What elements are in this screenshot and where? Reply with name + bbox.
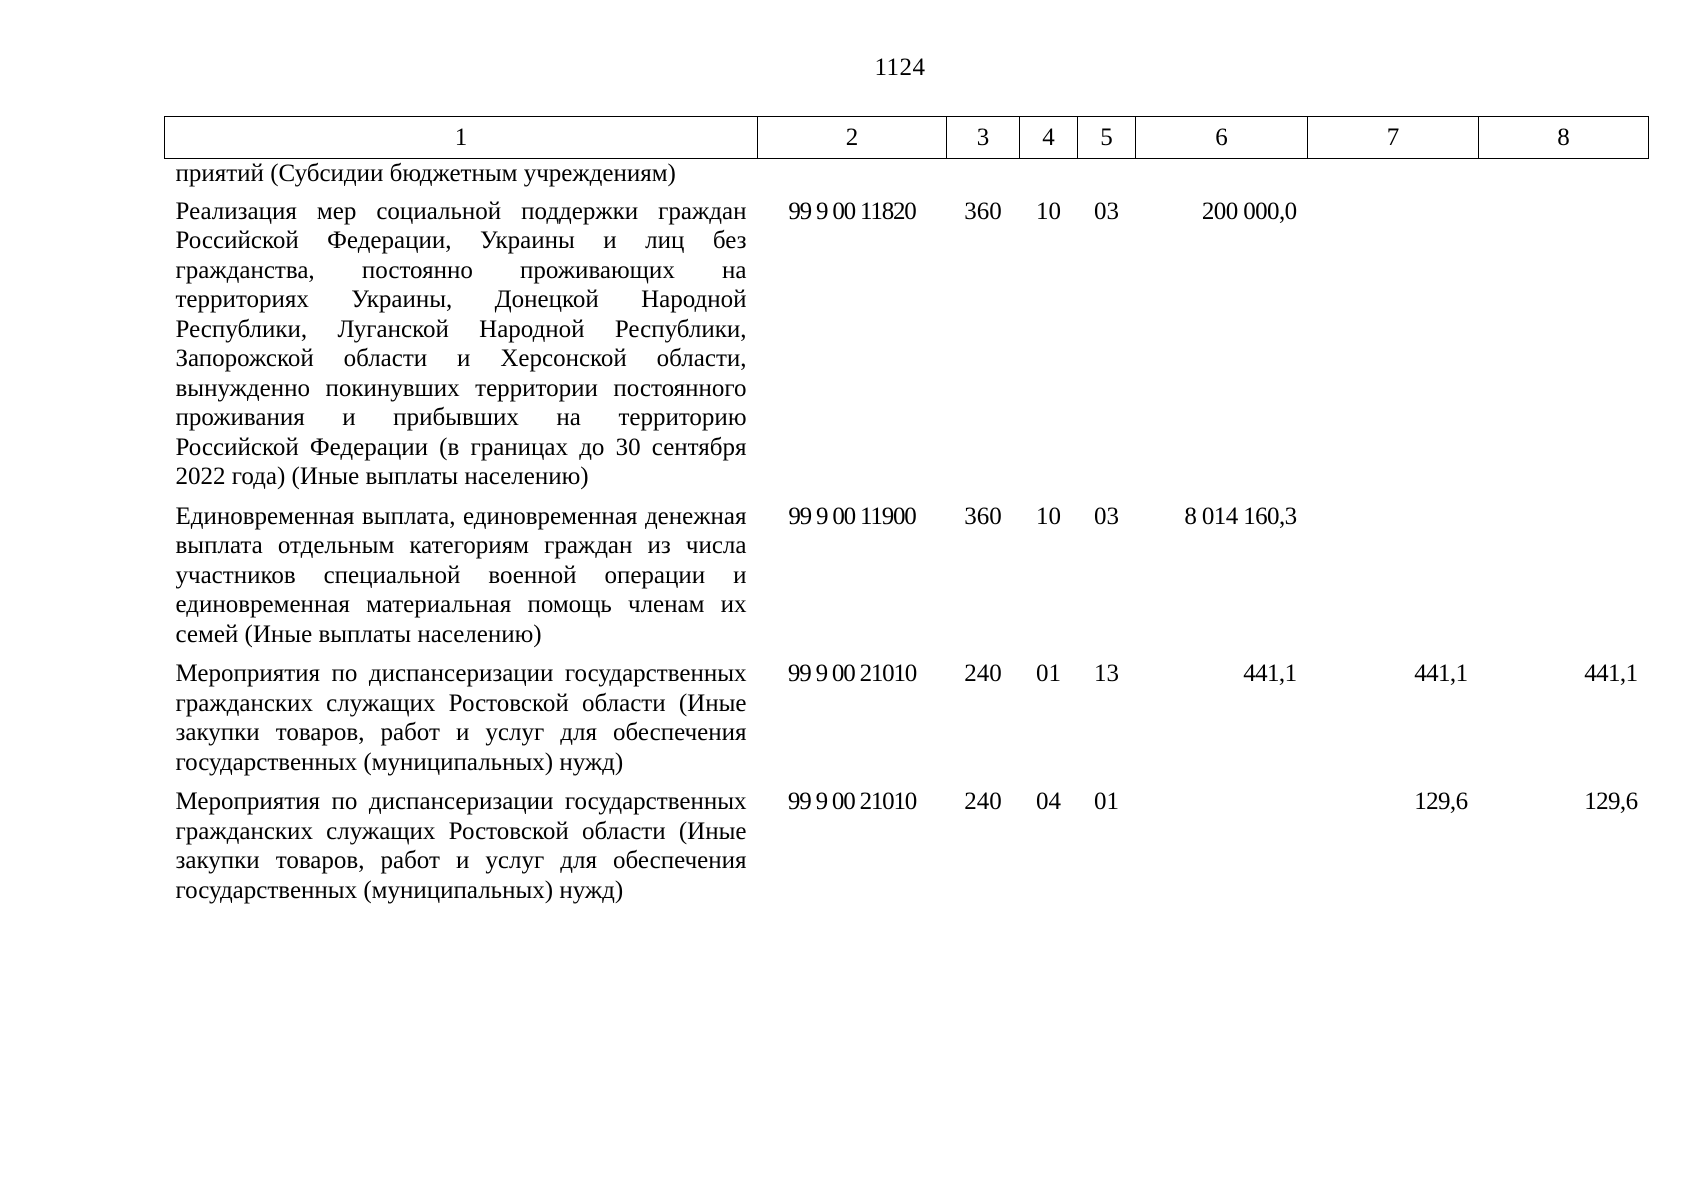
row-amount-col7: 441,1 — [1414, 660, 1468, 687]
row-amount-col7 — [1308, 159, 1479, 197]
row-amount-col7 — [1308, 502, 1479, 660]
row-section: 10 — [1036, 502, 1061, 530]
row-target-code: 99 9 00 21010 — [787, 788, 917, 815]
row-amount-col6: 8 014 160,3 — [1184, 502, 1297, 530]
row-amount-col6: 200 000,0 — [1201, 197, 1297, 225]
row-amount-col8 — [1479, 159, 1649, 197]
row-amount-col6 — [1136, 159, 1308, 197]
header-col-1: 1 — [165, 117, 758, 159]
header-row — [165, 117, 1649, 159]
row-expense-type — [947, 159, 1020, 197]
row-section: 10 — [1036, 197, 1061, 225]
table-row — [165, 197, 1649, 502]
row-description: приятий (Субсидии бюджетным учреждениям) — [175, 160, 676, 187]
row-target-code: 99 9 00 21010 — [787, 660, 917, 687]
header-col-4: 4 — [1020, 117, 1078, 159]
row-target-code: 99 9 00 11820 — [788, 197, 916, 225]
page-number: 1124 — [874, 54, 926, 81]
row-description: Мероприятия по диспансеризации государственных гражданских служащих Ростовской области (Иные закупки товаров, работ и услуг для обеспечения государственных (муниципальных) нужд) — [175, 660, 747, 776]
table-row — [165, 159, 1649, 197]
row-expense-type: 240 — [964, 788, 1002, 815]
row-subsection — [1078, 159, 1136, 197]
table-row — [165, 502, 1649, 660]
row-amount-col8 — [1479, 197, 1649, 502]
row-description: Мероприятия по диспансеризации государственных гражданских служащих Ростовской области (Иные закупки товаров, работ и услуг для обеспечения государственных (муниципальных) нужд) — [175, 788, 747, 904]
budget-table — [164, 116, 1649, 915]
row-expense-type: 360 — [964, 197, 1002, 225]
row-amount-col6 — [1136, 787, 1308, 915]
row-amount-col7: 129,6 — [1414, 788, 1468, 815]
row-amount-col6: 441,1 — [1243, 660, 1297, 687]
row-description: Реализация мер социальной поддержки граждан Российской Федерации, Украины и лиц без гражданства, постоянно проживающих на территориях Украины, Донецкой Народной Республики, Луганской Народной Республики, Запорожской области и Херсонской области, вынужденно покинувших территории постоянного проживания и прибывших на территорию Российской Федерации (в границах до 30 сентября 2022 года) (Иные выплаты населению) — [175, 197, 747, 490]
row-amount-col8 — [1479, 502, 1649, 660]
row-amount-col8: 441,1 — [1584, 660, 1638, 687]
row-description: Единовременная выплата, единовременная денежная выплата отдельным категориям граждан из числа участников специальной военной операции и единовременная материальная помощь членам их семей (Иные выплаты населению) — [175, 502, 747, 648]
table-header — [165, 117, 1649, 159]
header-col-6: 6 — [1136, 117, 1308, 159]
header-col-7: 7 — [1308, 117, 1479, 159]
row-section — [1020, 159, 1078, 197]
header-col-2: 2 — [758, 117, 947, 159]
row-subsection: 03 — [1094, 197, 1119, 225]
row-subsection: 01 — [1094, 788, 1119, 815]
table-body — [165, 159, 1649, 916]
row-expense-type: 240 — [964, 660, 1002, 687]
row-amount-col7 — [1308, 197, 1479, 502]
row-amount-col8: 129,6 — [1584, 788, 1638, 815]
row-section: 01 — [1036, 660, 1061, 687]
row-subsection: 13 — [1094, 660, 1119, 687]
row-subsection: 03 — [1094, 502, 1119, 530]
header-col-8: 8 — [1479, 117, 1649, 159]
row-section: 04 — [1036, 788, 1061, 815]
header-col-3: 3 — [947, 117, 1020, 159]
row-expense-type: 360 — [964, 502, 1002, 530]
table-row — [165, 659, 1649, 787]
table-row — [165, 787, 1649, 915]
row-target-code: 99 9 00 11900 — [788, 502, 916, 530]
header-col-5: 5 — [1078, 117, 1136, 159]
row-target-code — [758, 159, 947, 197]
